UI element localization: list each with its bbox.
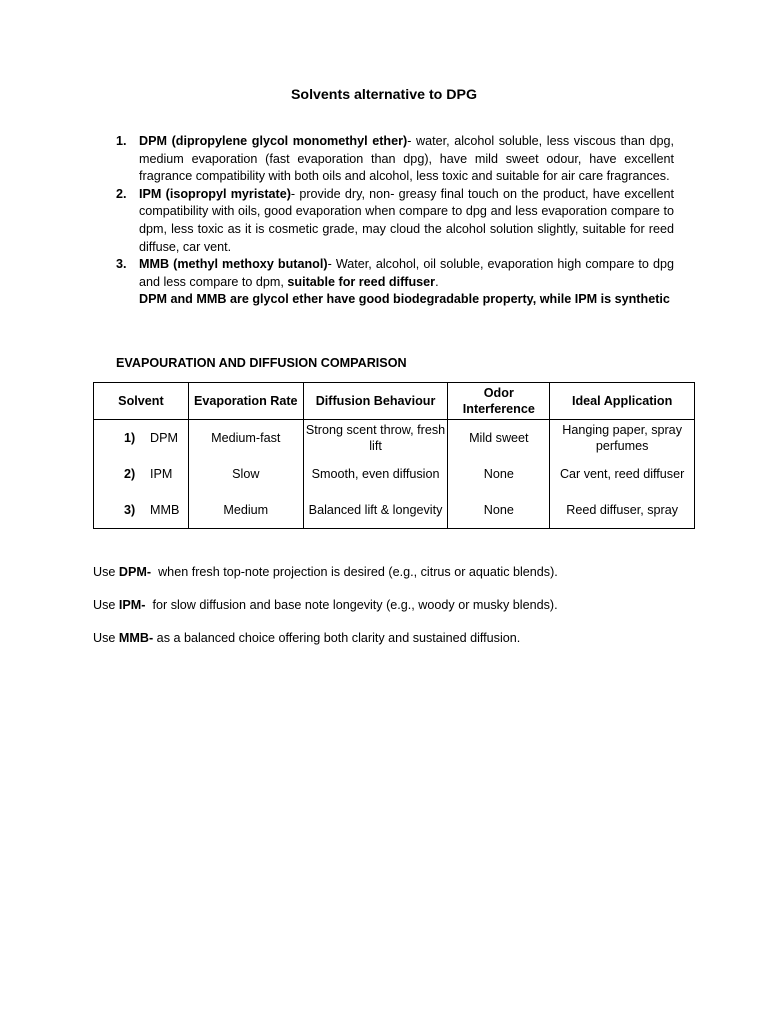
document-title: Solvents alternative to DPG xyxy=(290,87,478,103)
cell-evaporation: Medium-fast xyxy=(188,420,303,457)
usage-text: when fresh top-note projection is desired (e.g., citrus or aquatic blends). xyxy=(151,565,558,579)
usage-term: MMB- xyxy=(118,631,154,645)
solvent-label: MMB xyxy=(150,503,180,517)
table-row xyxy=(94,420,695,457)
solvent-description: - water, alcohol soluble, less viscous than dpg, medium evaporation (fast evaporation than dpg), have mild sweet odour, have excellent fragrance compatibility with both oils and alcohol, less toxic and suitable for air care fragrances. xyxy=(139,134,674,184)
usage-prefix: Use xyxy=(93,631,119,645)
solvent-label: IPM xyxy=(150,467,173,481)
row-number: 3) xyxy=(124,503,136,517)
solvent-description: - provide dry, non- greasy final touch on the product, have excellent compatibility with oils, good evaporation when compare to dpg and less evaporation compare to dpm, less toxic as it is cosmetic grade, may cloud the alcohol solution slightly, suitable for reed diffuse, car vent. xyxy=(139,186,674,254)
list-item xyxy=(116,133,674,186)
table-row xyxy=(94,456,695,492)
column-header: Odor Interference xyxy=(448,383,550,420)
usage-term: IPM- xyxy=(118,598,146,612)
table-row xyxy=(94,492,695,529)
row-number: 2) xyxy=(124,467,136,481)
cell-odor: None xyxy=(448,492,550,529)
section-heading: EVAPOURATION AND DIFFUSION COMPARISON xyxy=(116,356,407,370)
solvent-list xyxy=(116,133,675,309)
cell-diffusion: Smooth, even diffusion xyxy=(303,456,448,492)
usage-term: DPM- xyxy=(118,565,152,579)
biodegradability-note: DPM and MMB are glycol ether have good biodegradable property, while IPM is synthetic xyxy=(139,292,670,307)
column-header: Evaporation Rate xyxy=(188,383,303,420)
row-number: 1) xyxy=(124,431,136,445)
usage-line-ipm xyxy=(93,597,558,615)
list-item xyxy=(116,186,674,256)
cell-odor: Mild sweet xyxy=(448,420,550,457)
comparison-table xyxy=(93,382,695,529)
solvent-name: MMB (methyl methoxy butanol) xyxy=(139,257,328,272)
cell-evaporation: Medium xyxy=(188,492,303,529)
usage-line-dpm xyxy=(93,564,558,582)
solvent-description-end: . xyxy=(435,274,439,289)
cell-application: Hanging paper, spray perfumes xyxy=(550,420,695,457)
list-number: 2. xyxy=(116,186,127,201)
cell-solvent xyxy=(94,456,189,492)
cell-application: Car vent, reed diffuser xyxy=(550,456,695,492)
list-item xyxy=(116,256,675,309)
usage-text: as a balanced choice offering both clarity and sustained diffusion. xyxy=(153,631,521,645)
cell-solvent xyxy=(94,492,189,529)
column-header: Ideal Application xyxy=(550,383,695,420)
list-number: 1. xyxy=(116,134,127,148)
column-header: Diffusion Behaviour xyxy=(303,383,448,420)
solvent-highlight: suitable for reed diffuser xyxy=(287,274,436,289)
usage-text: for slow diffusion and base note longevity (e.g., woody or musky blends). xyxy=(145,598,558,612)
list-number: 3. xyxy=(116,257,127,272)
solvent-name: IPM (isopropyl myristate) xyxy=(139,186,291,201)
solvent-name: DPM (dipropylene glycol monomethyl ether) xyxy=(139,134,408,148)
cell-solvent xyxy=(94,420,189,457)
usage-line-mmb xyxy=(93,630,520,648)
usage-prefix: Use xyxy=(93,565,119,579)
cell-diffusion: Balanced lift & longevity xyxy=(303,492,448,529)
cell-odor: None xyxy=(448,456,550,492)
solvent-description: - Water, alcohol, oil soluble, evaporation high compare to dpg and less compare to dpm, xyxy=(139,257,675,289)
cell-evaporation: Slow xyxy=(188,456,303,492)
cell-diffusion: Strong scent throw, fresh lift xyxy=(303,420,448,457)
column-header: Solvent xyxy=(94,383,189,420)
cell-application: Reed diffuser, spray xyxy=(550,492,695,529)
solvent-label: DPM xyxy=(150,431,178,445)
table-header-row xyxy=(94,383,695,420)
usage-prefix: Use xyxy=(93,598,119,612)
